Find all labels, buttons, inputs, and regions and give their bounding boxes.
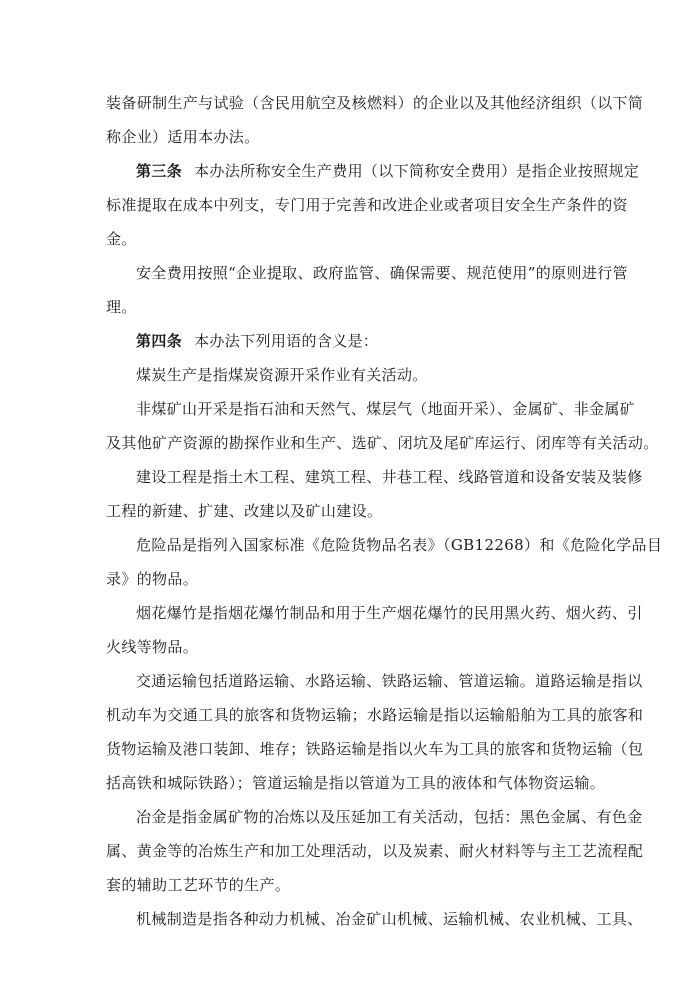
text-line: 工程的新建、扩建、改建以及矿山建设。 [106,502,383,520]
text-line: 括高铁和城际铁路）；管道运输是指以管道为工具的液体和气体物资运输。 [106,774,606,792]
text-line: 机动车为交通工具的旅客和货物运输；水路运输是指以运输船舶为工具的旅客和 [106,706,644,724]
text-line: 危险品是指列入国家标准《危险货物品名表》（GB12268）和《危险化学品目 [136,536,663,554]
text-line: 金。 [106,230,137,248]
article-4-paragraph [136,331,636,351]
text-line: 及其他矿产资源的勘探作业和生产、选矿、闭坑及尾矿库运行、闭库等有关活动。 [106,434,659,452]
text-line: 机械制造是指各种动力机械、冶金矿山机械、运输机械、农业机械、工具、 [136,910,643,928]
text-line: 货物运输及港口装卸、堆存；铁路运输是指以火车为工具的旅客和货物运输（包 [106,740,644,758]
article-3-heading: 第三条 [136,162,183,180]
text-line: 标准提取在成本中列支，专门用于完善和改进企业或者项目安全生产条件的资 [106,196,628,214]
article-4-heading: 第四条 [136,332,183,350]
text-line: 本办法所称安全生产费用（以下简称安全费用）是指企业按照规定 [194,162,640,180]
article-3-paragraph [136,161,640,181]
text-line: 火线等物品。 [106,638,199,656]
text-line: 装备研制生产与试验（含民用航空及核燃料）的企业以及其他经济组织（以下简 [106,94,644,112]
text-line: 录》的物品。 [106,570,199,588]
text-line: 安全费用按照“企业提取、政府监管、确保需要、规范使用”的原则进行管 [136,264,628,282]
text-line: 属、黄金等的冶炼生产和加工处理活动，以及炭素、耐火材料等与主工艺流程配 [106,842,644,860]
text-line: 冶金是指金属矿物的冶炼以及压延加工有关活动，包括：黑色金属、有色金 [136,808,643,826]
text-line: 非煤矿山开采是指石油和天然气、煤层气（地面开采）、金属矿、非金属矿 [136,400,636,418]
text-line: 交通运输包括道路运输、水路运输、铁路运输、管道运输。道路运输是指以 [136,672,643,690]
text-line: 称企业）适用本办法。 [106,128,260,146]
text-line: 建设工程是指土木工程、建筑工程、井巷工程、线路管道和设备安装及装修 [136,468,643,486]
text-line: 套的辅助工艺环节的生产。 [106,876,291,894]
text-line: 煤炭生产是指煤炭资源开采作业有关活动。 [136,366,428,384]
text-line: 本办法下列用语的含义是： [194,332,379,350]
text-line: 理。 [106,298,137,316]
text-line: 烟花爆竹是指烟花爆竹制品和用于生产烟花爆竹的民用黑火药、烟火药、引 [136,604,643,622]
